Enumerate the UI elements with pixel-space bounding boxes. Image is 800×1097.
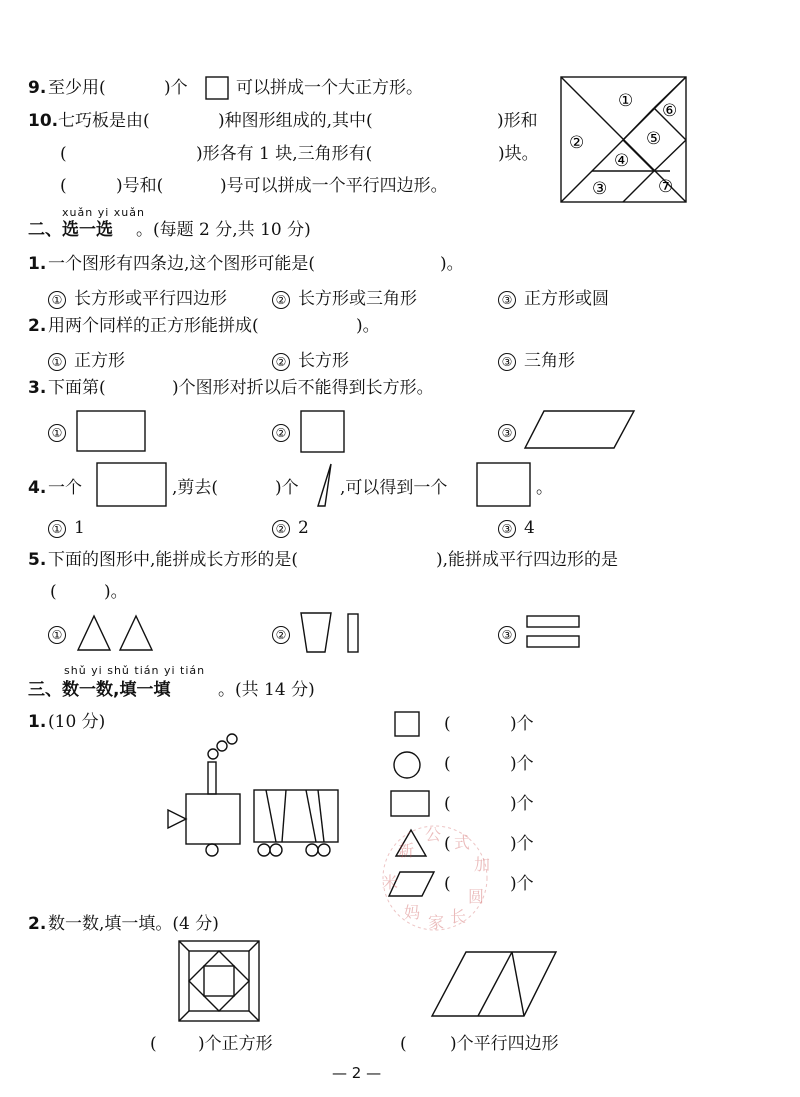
q10-line1-a: 七巧板是由( bbox=[58, 111, 150, 131]
s2q3-number: 3. bbox=[28, 378, 47, 398]
s3q1-row4-open: ( bbox=[444, 834, 451, 854]
s2q2-text: 用两个同样的正方形能拼成( bbox=[48, 316, 259, 336]
s2q2-text-end: )。 bbox=[356, 316, 380, 336]
nested-squares-figure bbox=[178, 940, 262, 1024]
tangram-label-3: ③ bbox=[592, 179, 608, 199]
s2q2-option-1[interactable]: ① 正方形 bbox=[48, 346, 125, 371]
s2q4-option-2[interactable]: ② 2 bbox=[272, 518, 309, 538]
q9-number: 9. bbox=[28, 78, 47, 98]
section3-title: 三、数一数,填一填 bbox=[28, 680, 171, 700]
s2q4-text-a: 一个 bbox=[48, 478, 82, 498]
s2q4-number: 4. bbox=[28, 478, 47, 498]
q10-number: 10. bbox=[28, 111, 59, 131]
q10-line1-b: )种图形组成的,其中( bbox=[218, 111, 373, 131]
s3q2-b-open: ( bbox=[400, 1034, 407, 1054]
section2-pinyin: xuǎn yi xuǎn bbox=[62, 206, 145, 219]
s2q3-text: 下面第( bbox=[48, 378, 106, 398]
section3-note: 。(共 14 分) bbox=[218, 680, 315, 700]
svg-text:家: 家 bbox=[428, 913, 445, 932]
svg-text:长: 长 bbox=[450, 907, 467, 926]
two-triangles-shape bbox=[76, 614, 158, 652]
s3q1-row3-open: ( bbox=[444, 794, 451, 814]
q10-line1-c: )形和 bbox=[497, 111, 538, 131]
s2q5-text-mid: ),能拼成平行四边形的是 bbox=[436, 550, 619, 570]
svg-text:米: 米 bbox=[382, 873, 399, 892]
page-number: — 2 — bbox=[332, 1064, 382, 1082]
square-shape bbox=[300, 410, 346, 454]
q10-line3-c: )号可以拼成一个平行四边形。 bbox=[220, 176, 448, 196]
s2q2-number: 2. bbox=[28, 316, 47, 336]
s3q2-number: 2. bbox=[28, 914, 47, 934]
tangram-label-1: ① bbox=[618, 91, 634, 111]
svg-text:圆: 圆 bbox=[468, 887, 485, 906]
rectangle-shape bbox=[76, 410, 146, 452]
q9-text-mid: )个 bbox=[164, 78, 188, 98]
train-figure bbox=[166, 730, 346, 860]
q10-line2-b: )形各有 1 块,三角形有( bbox=[196, 144, 373, 164]
tangram-label-6: ⑥ bbox=[662, 101, 678, 121]
s3q2-text: 数一数,填一填。(4 分) bbox=[48, 914, 219, 934]
s2q2-option-2[interactable]: ② 长方形 bbox=[272, 346, 349, 371]
s3q1-row3-close: )个 bbox=[510, 794, 534, 814]
rectangle-shape-large bbox=[96, 462, 168, 508]
svg-text:式: 式 bbox=[454, 833, 471, 852]
count-circle-icon bbox=[392, 750, 422, 780]
s2q5-line2: ( bbox=[50, 582, 57, 602]
svg-text:加: 加 bbox=[474, 855, 491, 874]
q10-line2-a: ( bbox=[60, 144, 67, 164]
q10-line3-a: ( bbox=[60, 176, 67, 196]
s2q4-option-3[interactable]: ③ 4 bbox=[498, 518, 535, 538]
trapezoid-and-bar-shape bbox=[300, 612, 364, 654]
svg-text:新: 新 bbox=[398, 841, 415, 860]
s2q5-line2-end: )。 bbox=[104, 582, 128, 602]
s2q1-option-2[interactable]: ② 长方形或三角形 bbox=[272, 284, 417, 309]
q9-text-after: 可以拼成一个大正方形。 bbox=[236, 78, 423, 98]
s3q1-number: 1. bbox=[28, 712, 47, 732]
svg-text:公: 公 bbox=[425, 825, 442, 844]
s3q2-a-close: )个正方形 bbox=[198, 1034, 273, 1054]
s2q1-number: 1. bbox=[28, 254, 47, 274]
tangram-label-5: ⑤ bbox=[646, 129, 662, 149]
svg-text:妈: 妈 bbox=[404, 903, 421, 922]
s3q1-row5-close: )个 bbox=[510, 874, 534, 894]
s2q5-number: 5. bbox=[28, 550, 47, 570]
section3-pinyin: shǔ yi shǔ tián yi tián bbox=[64, 664, 206, 677]
s2q2-option-3[interactable]: ③ 三角形 bbox=[498, 346, 575, 371]
q10-line3-b: )号和( bbox=[116, 176, 164, 196]
parallelogram-figure bbox=[430, 950, 558, 1018]
s2q3-text-end: )个图形对折以后不能得到长方形。 bbox=[172, 378, 434, 398]
tangram-label-7: ⑦ bbox=[658, 177, 674, 197]
q9-text-before: 至少用( bbox=[48, 78, 106, 98]
s2q3-option-1[interactable]: ① bbox=[48, 422, 74, 442]
count-square-icon bbox=[394, 711, 422, 737]
s2q4-text-c: )个 bbox=[275, 478, 299, 498]
s2q3-option-2[interactable]: ② bbox=[272, 422, 298, 442]
s2q5-option-3[interactable]: ③ bbox=[498, 624, 524, 644]
s2q4-option-1[interactable]: ① 1 bbox=[48, 518, 85, 538]
s2q4-text-b: ,剪去( bbox=[172, 478, 219, 498]
s3q1-row2-close: )个 bbox=[510, 754, 534, 774]
q10-line2-c: )块。 bbox=[498, 144, 539, 164]
section2-title: 二、选一选 bbox=[28, 220, 113, 240]
s2q4-text-d: ,可以得到一个 bbox=[340, 478, 448, 498]
count-rectangle-icon bbox=[390, 790, 432, 818]
s2q1-option-3[interactable]: ③ 正方形或圆 bbox=[498, 284, 609, 309]
s3q1-note: (10 分) bbox=[48, 712, 106, 732]
s2q4-text-e: 。 bbox=[536, 478, 553, 498]
watermark-stamp bbox=[370, 818, 500, 948]
s2q3-option-3[interactable]: ③ bbox=[498, 422, 524, 442]
section2-note: 。(每题 2 分,共 10 分) bbox=[136, 220, 311, 240]
s3q1-row5-open: ( bbox=[444, 874, 451, 894]
square-shape-result bbox=[476, 462, 532, 508]
tangram-label-4: ④ bbox=[614, 151, 630, 171]
small-square-icon bbox=[205, 76, 229, 100]
s2q5-option-2[interactable]: ② bbox=[272, 624, 298, 644]
s2q5-option-1[interactable]: ① bbox=[48, 624, 74, 644]
s2q1-text: 一个图形有四条边,这个图形可能是( bbox=[48, 254, 316, 274]
s3q1-row4-close: )个 bbox=[510, 834, 534, 854]
s3q1-row2-open: ( bbox=[444, 754, 451, 774]
thin-triangle-shape bbox=[314, 462, 334, 508]
parallelogram-shape bbox=[524, 410, 636, 450]
s3q2-b-close: )个平行四边形 bbox=[450, 1034, 559, 1054]
s3q1-row1-close: )个 bbox=[510, 714, 534, 734]
tangram-figure bbox=[560, 76, 688, 204]
s2q5-text: 下面的图形中,能拼成长方形的是( bbox=[48, 550, 299, 570]
s2q1-text-end: )。 bbox=[440, 254, 464, 274]
two-bars-shape bbox=[526, 614, 582, 652]
s3q1-row1-open: ( bbox=[444, 714, 451, 734]
tangram-label-2: ② bbox=[569, 133, 585, 153]
s3q2-a-open: ( bbox=[150, 1034, 157, 1054]
s2q1-option-1[interactable]: ① 长方形或平行四边形 bbox=[48, 284, 227, 309]
